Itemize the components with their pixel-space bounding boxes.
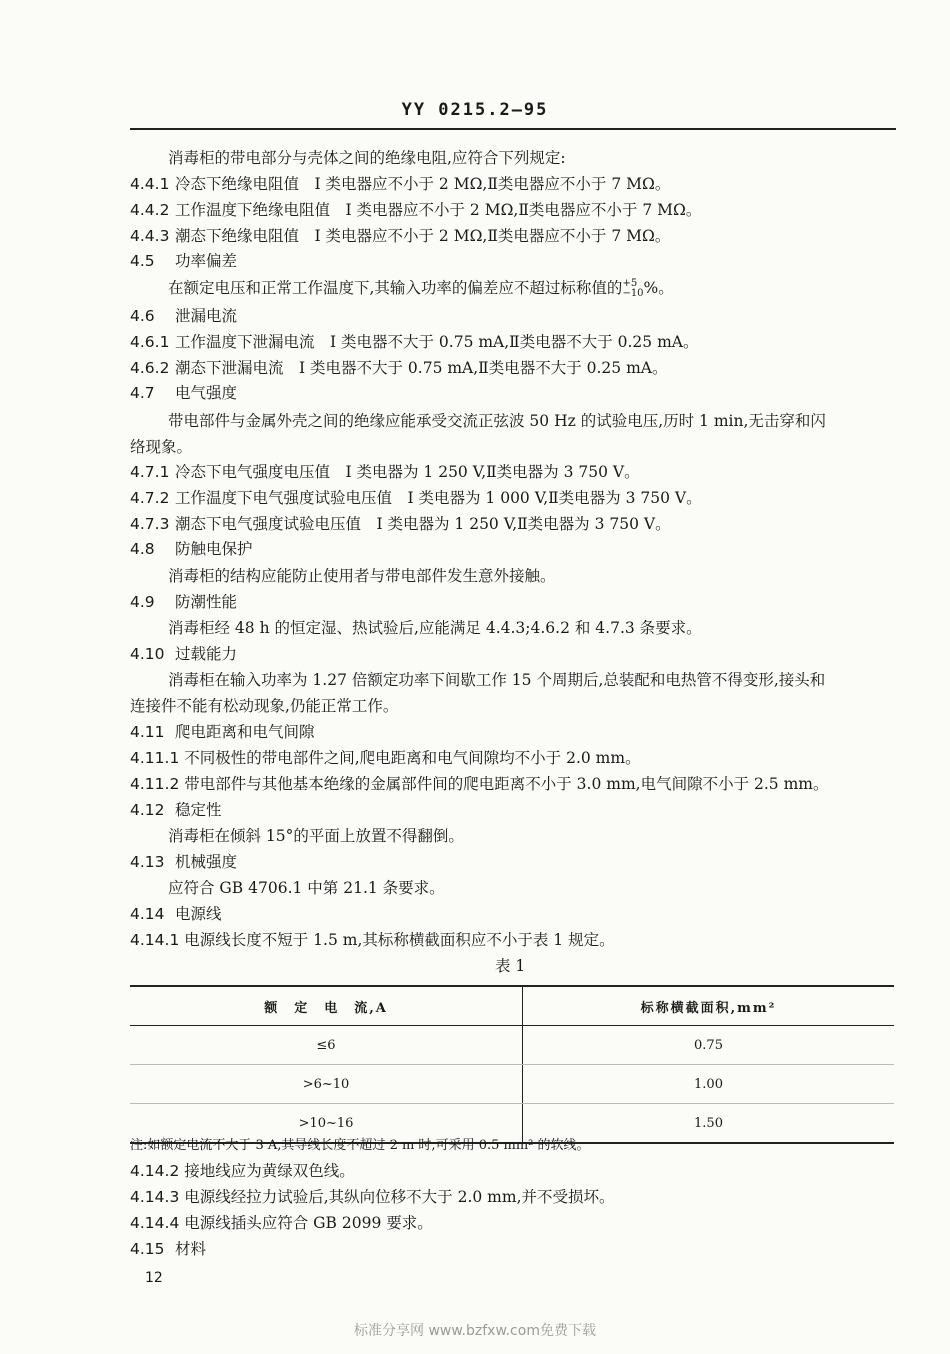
tolerance — [622, 279, 643, 299]
clause-text: 潮态下绝缘电阻值 I 类电器应不小于 2 MΩ,Ⅱ类电器应不小于 7 MΩ。 — [174, 227, 671, 245]
watermark: 标准分享网 www.bzfxw.com免费下载 — [354, 1323, 596, 1339]
clause-4-12 — [130, 800, 221, 820]
clause-number: 4.4.3 — [130, 227, 170, 245]
header-rule — [130, 128, 896, 130]
power-deviation-text: 在额定电压和正常工作温度下,其输入功率的偏差应不超过标称值的 — [168, 279, 623, 297]
clause-4-4-1 — [130, 174, 670, 194]
clause-4-14-2 — [130, 1161, 355, 1181]
clause-4-14-4 — [130, 1213, 433, 1233]
clause-text: 潮态下泄漏电流 I 类电器不大于 0.75 mA,Ⅱ类电器不大于 0.25 mA。 — [174, 359, 668, 377]
column-header-rated-current: 额 定 电 流,A — [130, 986, 523, 1026]
page-number: 12 — [145, 1270, 163, 1286]
clause-number: 4.14.4 — [130, 1214, 180, 1232]
clause-4-7-1 — [130, 462, 640, 482]
clause-4-4-2 — [130, 200, 701, 220]
clause-number: 4.14.1 — [130, 931, 180, 949]
intro-paragraph: 消毒柜的带电部分与壳体之间的绝缘电阻,应符合下列规定: — [168, 149, 566, 167]
clause-text: 防潮性能 — [174, 593, 237, 611]
clause-number: 4.11.1 — [130, 749, 180, 767]
tolerance-lower: −10 — [622, 288, 644, 299]
clause-number: 4.13 — [130, 853, 165, 871]
cell-area: 1.50 — [523, 1104, 895, 1144]
clause-number: 4.4.2 — [130, 201, 170, 219]
clause-number: 4.4.1 — [130, 175, 170, 193]
clause-number: 4.7.3 — [130, 515, 170, 533]
clause-number: 4.14 — [130, 905, 165, 923]
clause-text: 冷态下绝缘电阻值 I 类电器应不小于 2 MΩ,Ⅱ类电器应不小于 7 MΩ。 — [174, 175, 671, 193]
clause-text: 过载能力 — [174, 645, 237, 663]
clause-number: 4.12 — [130, 801, 165, 819]
clause-4-11-2 — [130, 774, 828, 794]
clause-4-4-3 — [130, 226, 670, 246]
power-deviation-paragraph — [168, 278, 674, 299]
clause-4-14-3 — [130, 1187, 615, 1207]
cell-area: 1.00 — [523, 1065, 895, 1104]
cell-current: >6~10 — [130, 1065, 523, 1104]
clause-number: 4.11.2 — [130, 775, 180, 793]
moisture-paragraph: 消毒柜经 48 h 的恒定湿、热试验后,应能满足 4.4.3;4.6.2 和 4.7.3 条要求。 — [168, 619, 702, 637]
clause-text: 机械强度 — [174, 853, 237, 871]
clause-4-11 — [130, 722, 314, 742]
clause-4-11-1 — [130, 748, 641, 768]
clause-number: 4.5 — [130, 252, 155, 270]
clause-number: 4.14.3 — [130, 1188, 180, 1206]
clause-text: 稳定性 — [174, 801, 222, 819]
clause-text: 泄漏电流 — [174, 307, 237, 325]
clause-4-10 — [130, 644, 237, 664]
clause-number: 4.7.2 — [130, 489, 170, 507]
cell-area: 0.75 — [523, 1026, 895, 1065]
clause-text: 功率偏差 — [174, 252, 237, 270]
clause-number: 4.14.2 — [130, 1162, 180, 1180]
table-row — [130, 1026, 894, 1065]
clause-text: 防触电保护 — [174, 540, 253, 558]
clause-4-14 — [130, 904, 221, 924]
stability-paragraph: 消毒柜在倾斜 15°的平面上放置不得翻倒。 — [168, 827, 464, 845]
table-row — [130, 1065, 894, 1104]
clause-text: 冷态下电气强度电压值 I 类电器为 1 250 V,Ⅱ类电器为 3 750 V。 — [174, 463, 640, 481]
table-caption: 表 1 — [495, 957, 526, 975]
cell-current: >10~16 — [130, 1104, 523, 1144]
clause-4-6 — [130, 306, 237, 326]
clause-4-9 — [130, 592, 237, 612]
clause-4-7-3 — [130, 514, 671, 534]
clause-text: 工作温度下泄漏电流 I 类电器不大于 0.75 mA,Ⅱ类电器不大于 0.25 mA。 — [174, 333, 699, 351]
clause-number: 4.8 — [130, 540, 155, 558]
clause-text: 工作温度下绝缘电阻值 I 类电器应不小于 2 MΩ,Ⅱ类电器应不小于 7 MΩ。 — [174, 201, 702, 219]
clause-text: 电源线经拉力试验后,其纵向位移不大于 2.0 mm,并不受损坏。 — [184, 1188, 615, 1206]
clause-number: 4.15 — [130, 1240, 165, 1258]
clause-4-14-1 — [130, 930, 615, 950]
clause-number: 4.7 — [130, 384, 155, 402]
clause-text: 接地线应为黄绿双色线。 — [184, 1162, 355, 1180]
clause-text: 材料 — [174, 1240, 206, 1258]
clause-text: 不同极性的带电部件之间,爬电距离和电气间隙均不小于 2.0 mm。 — [184, 749, 641, 767]
clause-text: 电气强度 — [174, 384, 237, 402]
clause-4-15 — [130, 1239, 206, 1259]
clause-text: 电源线插头应符合 GB 2099 要求。 — [184, 1214, 433, 1232]
conductor-area-table — [130, 985, 894, 1144]
clause-4-7-2 — [130, 488, 702, 508]
clause-4-7 — [130, 383, 237, 403]
column-header-cross-section: 标称横截面积,mm² — [523, 986, 895, 1026]
clause-text: 工作温度下电气强度试验电压值 I 类电器为 1 000 V,Ⅱ类电器为 3 750 V。 — [174, 489, 702, 507]
clause-text: 电源线长度不短于 1.5 m,其标称横截面积应不小于表 1 规定。 — [184, 931, 615, 949]
clause-number: 4.6.2 — [130, 359, 170, 377]
tolerance-unit: %。 — [643, 279, 674, 297]
clause-4-6-1 — [130, 332, 698, 352]
table-header-row — [130, 986, 894, 1026]
clause-number: 4.9 — [130, 593, 155, 611]
clause-number: 4.6.1 — [130, 333, 170, 351]
clause-4-6-2 — [130, 358, 667, 378]
clause-number: 4.6 — [130, 307, 155, 325]
clause-text: 潮态下电气强度试验电压值 I 类电器为 1 250 V,Ⅱ类电器为 3 750 V。 — [174, 515, 671, 533]
cell-current: ≤6 — [130, 1026, 523, 1065]
clause-number: 4.11 — [130, 723, 165, 741]
clause-text: 爬电距离和电气间隙 — [174, 723, 315, 741]
clause-4-5 — [130, 251, 237, 271]
mechanical-strength-paragraph: 应符合 GB 4706.1 中第 21.1 条要求。 — [168, 879, 445, 897]
overload-paragraph-line2: 连接件不能有松动现象,仍能正常工作。 — [130, 697, 399, 715]
clause-4-8 — [130, 539, 252, 559]
dielectric-paragraph-line1: 带电部件与金属外壳之间的绝缘应能承受交流正弦波 50 Hz 的试验电压,历时 1 min,无击穿和闪 — [168, 412, 826, 430]
table-note: 注:如额定电流不大于 3 A,其导线长度不超过 2 m 时,可采用 0.5 mm² 的软线。 — [130, 1138, 590, 1153]
overload-paragraph-line1: 消毒柜在输入功率为 1.27 倍额定功率下间歇工作 15 个周期后,总装配和电热管不得变形,接头和 — [168, 671, 826, 689]
clause-text: 电源线 — [174, 905, 222, 923]
clause-number: 4.7.1 — [130, 463, 170, 481]
clause-4-13 — [130, 852, 237, 872]
tolerance-upper: +5 — [622, 278, 638, 289]
dielectric-paragraph-line2: 络现象。 — [130, 438, 193, 456]
document-header: YY 0215.2—95 — [401, 100, 549, 120]
shock-protection-paragraph: 消毒柜的结构应能防止使用者与带电部件发生意外接触。 — [168, 567, 556, 585]
clause-number: 4.10 — [130, 645, 165, 663]
clause-text: 带电部件与其他基本绝缘的金属部件间的爬电距离不小于 3.0 mm,电气间隙不小于 2.5 mm。 — [184, 775, 829, 793]
